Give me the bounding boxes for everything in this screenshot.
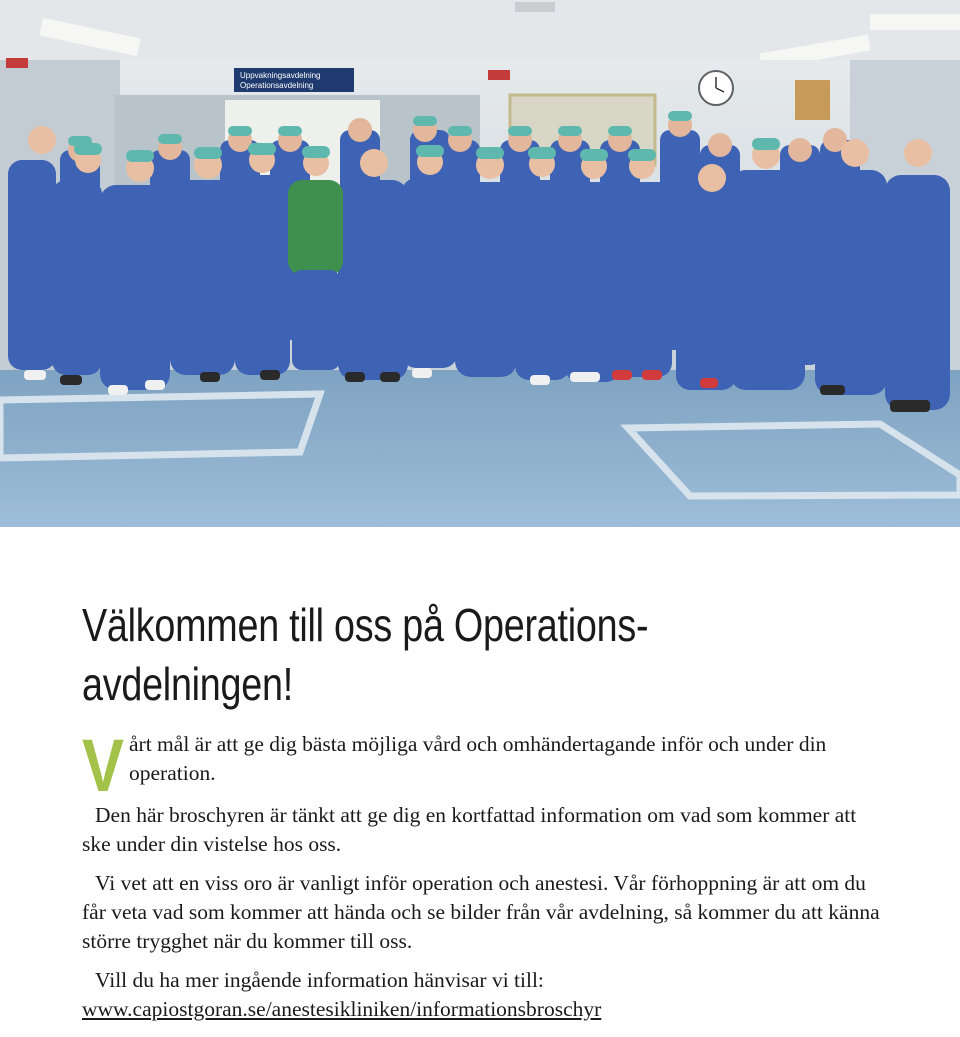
sign-line-2: Operationsavdelning	[240, 81, 314, 90]
page-title	[82, 596, 738, 714]
paragraph-3-text: Vill du ha mer ingående information hänvisar vi till:	[95, 968, 544, 992]
floor	[0, 370, 960, 527]
title-line-2: avdelningen!	[82, 658, 293, 710]
lead-paragraph	[82, 724, 882, 807]
sign-line-1: Uppvakningsavdelning	[240, 71, 321, 80]
info-link[interactable]: www.capiostgoran.se/anestesikliniken/informationsbroschyr	[82, 997, 602, 1021]
ceiling-vent	[515, 2, 555, 12]
article-body	[82, 724, 882, 1024]
drop-cap: V	[82, 724, 124, 807]
department-sign	[234, 68, 354, 92]
lead-text: årt mål är att ge dig bästa möjliga vård och omhändertagande inför och under din operation.	[129, 732, 827, 785]
exit-sign	[6, 58, 28, 68]
ceiling-light	[870, 14, 960, 30]
paragraph-2: Vi vet att en viss oro är vanligt inför operation och anestesi. Vår förhoppning är att om du får veta vad som kommer att hända och se bilder från vår avdelning, så kommer du att känna större trygghet när du kommer till oss.	[82, 871, 880, 953]
exit-sign	[488, 70, 510, 80]
paragraph-1: Den här broschyren är tänkt att ge dig en kortfattad information om vad som kommer att ske under din vistelse hos oss.	[82, 803, 857, 856]
clock-icon	[699, 71, 733, 105]
paragraph-3	[82, 966, 882, 1024]
title-line-1: Välkommen till oss på Operations-	[82, 599, 649, 651]
wall-poster	[795, 80, 830, 120]
